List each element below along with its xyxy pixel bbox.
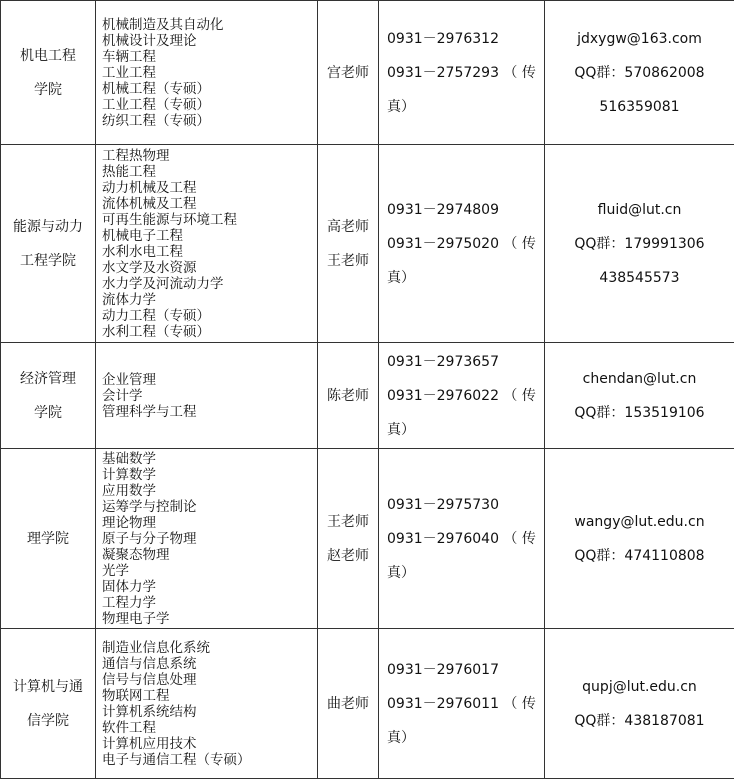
major-item: 计算机系统结构 — [102, 704, 317, 720]
major-item: 可再生能源与环境工程 — [102, 212, 317, 228]
major-item: 固体力学 — [102, 579, 317, 595]
college-name-line: 信学院 — [1, 704, 95, 738]
contact-line: fluid@lut.cn — [545, 193, 734, 227]
teacher-name: 王老师 — [318, 244, 378, 278]
phone-line: 0931－2976011 （ 传 — [387, 687, 538, 721]
major-item: 应用数学 — [102, 483, 317, 499]
phone-line: 0931－2976022 （ 传 — [387, 379, 538, 413]
major-item: 物联网工程 — [102, 688, 317, 704]
major-item: 工程热物理 — [102, 148, 317, 164]
phone-line: 真） — [387, 413, 538, 447]
major-item: 机械制造及其自动化 — [102, 17, 317, 33]
teacher-names — [318, 449, 379, 629]
college-name-line: 经济管理 — [1, 362, 95, 396]
table-row — [1, 1, 734, 145]
contact-line: QQ群：474110808 — [545, 539, 734, 573]
major-list — [96, 449, 318, 629]
phone-numbers — [379, 1, 545, 145]
teacher-name: 王老师 — [318, 505, 378, 539]
major-item: 电子与通信工程（专硕） — [102, 752, 317, 768]
major-item: 计算数学 — [102, 467, 317, 483]
major-item: 纺织工程（专硕） — [102, 113, 317, 129]
major-item: 工业工程 — [102, 65, 317, 81]
teacher-name: 高老师 — [318, 210, 378, 244]
phone-line: 真） — [387, 556, 538, 590]
phone-line: 真） — [387, 721, 538, 755]
major-item: 水文学及水资源 — [102, 260, 317, 276]
teacher-names — [318, 1, 379, 145]
major-item: 机械工程（专硕） — [102, 81, 317, 97]
phone-line: 0931－2976040 （ 传 — [387, 522, 538, 556]
teacher-names — [318, 343, 379, 449]
table-row — [1, 629, 734, 779]
phone-line: 真） — [387, 90, 538, 124]
college-name — [1, 343, 96, 449]
phone-line: 0931－2975020 （ 传 — [387, 227, 538, 261]
teacher-name: 陈老师 — [318, 379, 378, 413]
phone-numbers — [379, 145, 545, 343]
major-item: 运筹学与控制论 — [102, 499, 317, 515]
major-item: 企业管理 — [102, 372, 317, 388]
phone-line: 真） — [387, 261, 538, 295]
major-item: 基础数学 — [102, 451, 317, 467]
major-item: 管理科学与工程 — [102, 404, 317, 420]
major-item: 理论物理 — [102, 515, 317, 531]
major-item: 水利工程（专硕） — [102, 324, 317, 340]
college-name-line: 理学院 — [1, 522, 95, 556]
phone-line: 0931－2976017 — [387, 653, 538, 687]
phone-line: 0931－2976312 — [387, 22, 538, 56]
phone-line: 0931－2973657 — [387, 345, 538, 379]
contact-line: QQ群：570862008 — [545, 56, 734, 90]
major-item: 信号与信息处理 — [102, 672, 317, 688]
major-item: 机械设计及理论 — [102, 33, 317, 49]
major-item: 流体机械及工程 — [102, 196, 317, 212]
college-name — [1, 145, 96, 343]
major-item: 原子与分子物理 — [102, 531, 317, 547]
college-name-line: 学院 — [1, 73, 95, 107]
major-item: 水力学及河流动力学 — [102, 276, 317, 292]
contact-line: jdxygw@163.com — [545, 22, 734, 56]
major-item: 流体力学 — [102, 292, 317, 308]
major-item: 物理电子学 — [102, 611, 317, 627]
college-name — [1, 629, 96, 779]
teacher-name: 宫老师 — [318, 56, 378, 90]
contact-line: qupj@lut.edu.cn — [545, 670, 734, 704]
major-item: 会计学 — [102, 388, 317, 404]
phone-line: 0931－2975730 — [387, 488, 538, 522]
phone-numbers — [379, 449, 545, 629]
major-item: 计算机应用技术 — [102, 736, 317, 752]
major-item: 工业工程（专硕） — [102, 97, 317, 113]
contact-line: QQ群：153519106 — [545, 396, 734, 430]
college-name-line: 工程学院 — [1, 244, 95, 278]
teacher-names — [318, 145, 379, 343]
contact-info — [545, 449, 734, 629]
major-item: 动力工程（专硕） — [102, 308, 317, 324]
college-name-line: 学院 — [1, 396, 95, 430]
contact-line: chendan@lut.cn — [545, 362, 734, 396]
major-list — [96, 629, 318, 779]
major-item: 通信与信息系统 — [102, 656, 317, 672]
contact-line: 516359081 — [545, 90, 734, 124]
table-row — [1, 145, 734, 343]
teacher-names — [318, 629, 379, 779]
table-row — [1, 449, 734, 629]
phone-numbers — [379, 629, 545, 779]
major-item: 工程力学 — [102, 595, 317, 611]
contact-info — [545, 629, 734, 779]
contact-info — [545, 1, 734, 145]
college-name — [1, 449, 96, 629]
major-item: 软件工程 — [102, 720, 317, 736]
major-item: 水利水电工程 — [102, 244, 317, 260]
major-item: 制造业信息化系统 — [102, 640, 317, 656]
phone-line: 0931－2974809 — [387, 193, 538, 227]
teacher-name: 赵老师 — [318, 539, 378, 573]
contact-line: QQ群：179991306 — [545, 227, 734, 261]
college-name-line: 能源与动力 — [1, 210, 95, 244]
table-row — [1, 343, 734, 449]
major-item: 机械电子工程 — [102, 228, 317, 244]
college-name-line: 计算机与通 — [1, 670, 95, 704]
major-list — [96, 145, 318, 343]
contact-info — [545, 343, 734, 449]
major-item: 凝聚态物理 — [102, 547, 317, 563]
college-name — [1, 1, 96, 145]
contact-line: QQ群：438187081 — [545, 704, 734, 738]
major-list — [96, 343, 318, 449]
contact-line: 438545573 — [545, 261, 734, 295]
major-list — [96, 1, 318, 145]
major-item: 热能工程 — [102, 164, 317, 180]
contact-info — [545, 145, 734, 343]
phone-numbers — [379, 343, 545, 449]
college-name-line: 机电工程 — [1, 39, 95, 73]
major-item: 光学 — [102, 563, 317, 579]
major-item: 车辆工程 — [102, 49, 317, 65]
phone-line: 0931－2757293 （ 传 — [387, 56, 538, 90]
major-item: 动力机械及工程 — [102, 180, 317, 196]
contact-line: wangy@lut.edu.cn — [545, 505, 734, 539]
teacher-name: 曲老师 — [318, 687, 378, 721]
